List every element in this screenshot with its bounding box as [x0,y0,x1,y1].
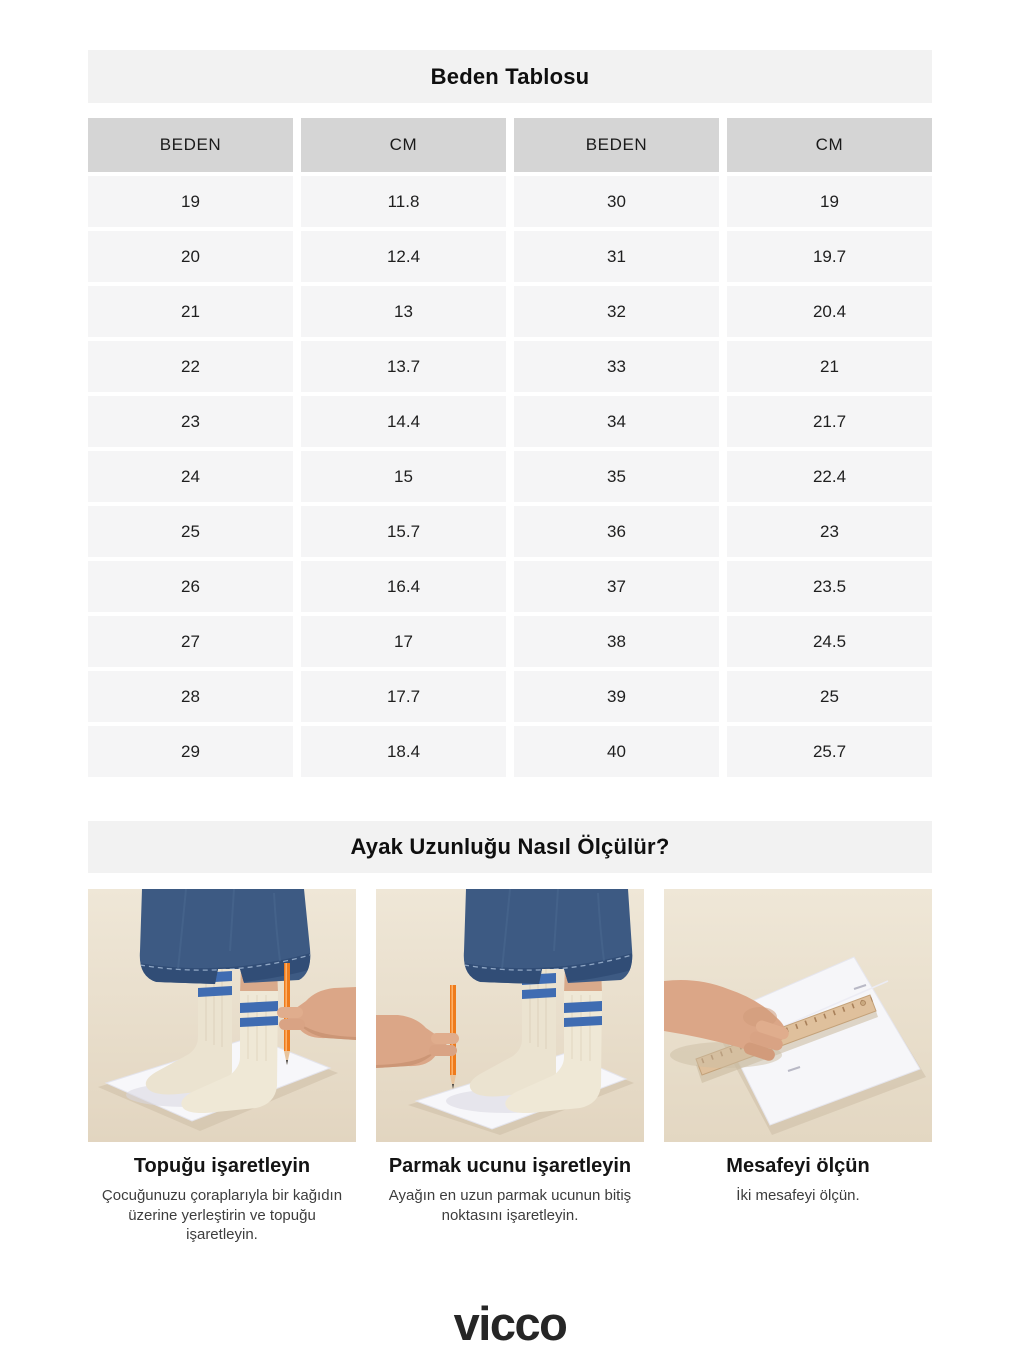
table-cell: 22.4 [727,451,932,502]
brand-logo: vicco [453,1296,567,1350]
table-cell: 37 [514,561,719,612]
table-cell: 29 [88,726,293,777]
table-cell: 33 [514,341,719,392]
table-cell: 15 [301,451,506,502]
table-cell: 35 [514,451,719,502]
photo-measure-distance-image [664,889,932,1142]
table-cell: 28 [88,671,293,722]
page-title: Beden Tablosu [88,50,932,103]
table-cell: 13.7 [301,341,506,392]
table-cell: 20 [88,231,293,282]
table-cell: 34 [514,396,719,447]
step-title: Topuğu işaretleyin [133,1155,311,1177]
table-cell: 25.7 [727,726,932,777]
step-description: İki mesafeyi ölçün. [736,1187,860,1204]
table-cell: 21 [727,341,932,392]
table-cell: 30 [514,176,719,227]
table-cell: 16.4 [301,561,506,612]
table-cell: 21.7 [727,396,932,447]
photo-mark-heel-image [88,889,356,1142]
measure-section-title: Ayak Uzunluğu Nasıl Ölçülür? [88,821,932,873]
table-cell: 23 [88,396,293,447]
column-header: BEDEN [88,118,293,172]
photo-measure-distance [664,889,932,1142]
table-cell: 17.7 [301,671,506,722]
table-cell: 13 [301,286,506,337]
table-cell: 36 [514,506,719,557]
table-cell: 24 [88,451,293,502]
table-cell: 14.4 [301,396,506,447]
column-header: CM [301,118,506,172]
photo-mark-toe-image [376,889,644,1142]
table-cell: 18.4 [301,726,506,777]
table-cell: 12.4 [301,231,506,282]
column-header: CM [727,118,932,172]
step-measure-distance [664,1155,932,1245]
size-table [88,118,932,777]
step-description: Ayağın en uzun parmak ucunun bitiş noktasını işaretleyin. [388,1187,632,1224]
table-cell: 11.8 [301,176,506,227]
table-cell: 19 [88,176,293,227]
table-cell: 21 [88,286,293,337]
table-cell: 17 [301,616,506,667]
measure-photos [88,889,932,1142]
size-chart-page [88,0,932,1360]
table-cell: 22 [88,341,293,392]
table-cell: 31 [514,231,719,282]
table-cell: 25 [88,506,293,557]
step-title: Mesafeyi ölçün [726,1155,870,1177]
photo-mark-heel [88,889,356,1142]
table-cell: 19.7 [727,231,932,282]
table-cell: 24.5 [727,616,932,667]
photo-mark-toe [376,889,644,1142]
step-description: Çocuğunuzu çoraplarıyla bir kağıdın üzerine yerleştirin ve topuğu işaretleyin. [101,1187,343,1243]
table-cell: 39 [514,671,719,722]
table-cell: 23.5 [727,561,932,612]
table-cell: 27 [88,616,293,667]
step-mark-heel [88,1155,356,1245]
measure-steps [88,1155,932,1245]
column-header: BEDEN [514,118,719,172]
table-cell: 15.7 [301,506,506,557]
table-cell: 40 [514,726,719,777]
table-cell: 19 [727,176,932,227]
table-cell: 20.4 [727,286,932,337]
table-cell: 25 [727,671,932,722]
table-cell: 26 [88,561,293,612]
table-cell: 23 [727,506,932,557]
brand-footer [88,1296,932,1360]
table-cell: 32 [514,286,719,337]
step-mark-toe [376,1155,644,1245]
step-title: Parmak ucunu işaretleyin [388,1155,632,1177]
table-cell: 38 [514,616,719,667]
